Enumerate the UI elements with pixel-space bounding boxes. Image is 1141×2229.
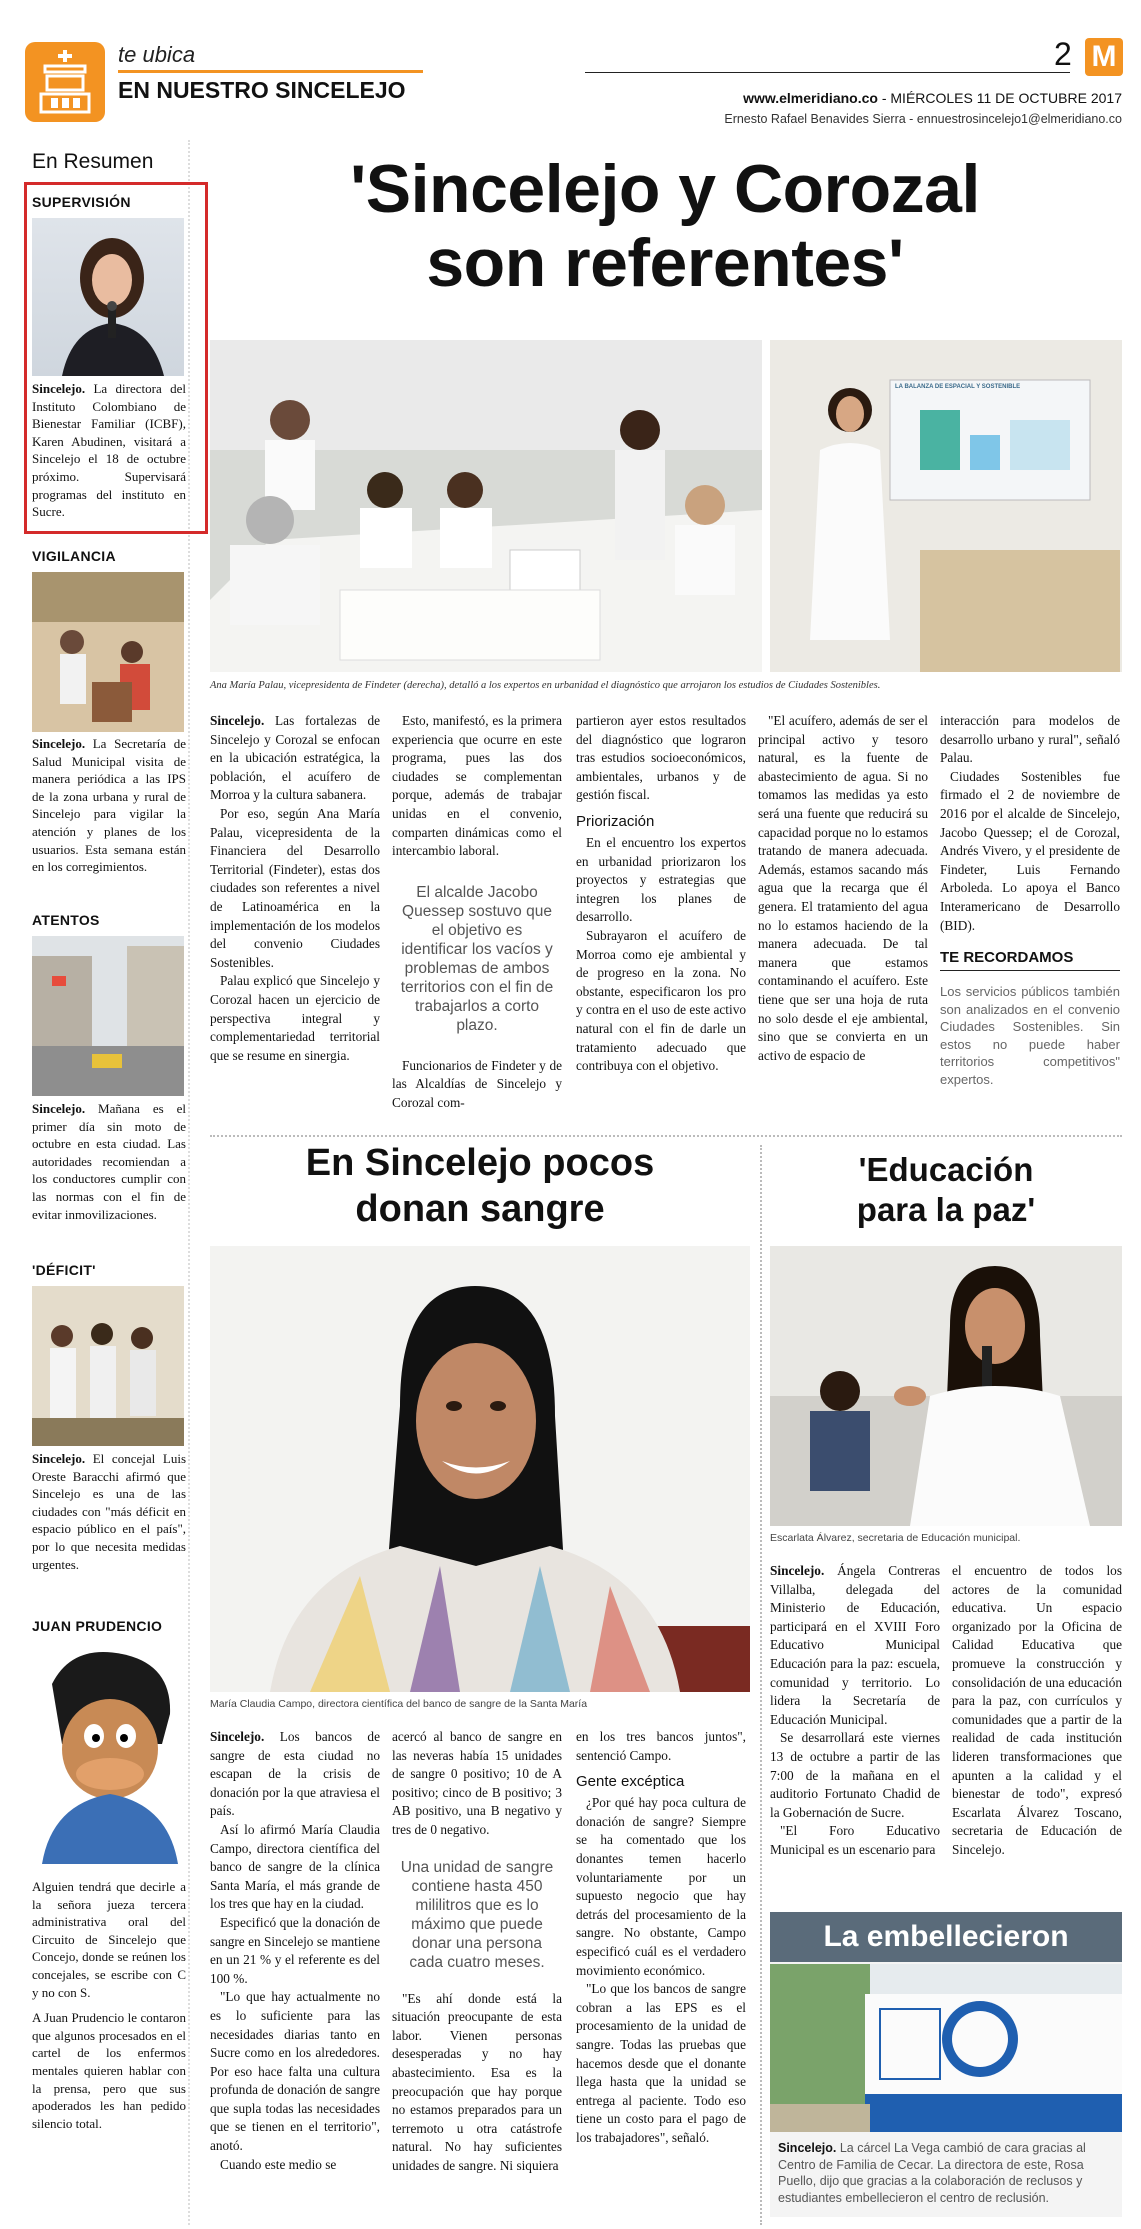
article2-col-1: Sincelejo. Los bancos de sangre de esta ciudad no escapan de la crisis de donación por la que atraviesa el país. Así lo afirmó María Claudia Campo, directora científica del banco de sangre de la clínica Santa María, el más grande de los tres que hay en la ciudad. Especificó que la donación de sangre en Sincelejo se mantiene en un 21 % y el referente es del 100 %. "Lo que hay actualmente no es lo suficiente para las necesidades diarias tanto en Sucre como en los alrededores. Por eso hace falta una cultura profunda de donación de sangre que supla todas las necesidades que se tienen en el territorio", anotó. Cuando este medio se: [210, 1729, 380, 2172]
street-photo: [32, 936, 184, 1096]
divider-vertical: [760, 1145, 762, 2225]
sidebar-text-supervision: Sincelejo. La directora del Instituto Colombiano de Bienestar Familiar (ICBF), Karen Abudinen, visitará a Sincelejo el 18 de octubre próximo. Supervisará programas del instituto en Sucre.: [32, 381, 186, 520]
sidebar-text-deficit: Sincelejo. El concejal Luis Oreste Baracchi afirmó que Sincelejo es una de las ciudades con "más déficit en espacio público en el país", por lo que necesita medidas urgentes.: [32, 1451, 186, 1572]
pull-quote-1: El alcalde Jacobo Quessep sostuvo que el objetivo es identificar los vacíos y problemas de ambos territorios con el fin de trabajarlos a corto plazo.: [400, 883, 554, 1034]
church-icon: [25, 42, 105, 122]
screen-title: LA BALANZA DE ESPACIAL Y SOSTENIBLE: [895, 384, 1021, 390]
page-number: 2: [1054, 36, 1072, 72]
article1-col-2: Esto, manifestó, es la primera experiencia que ocurre en este programa, pues las dos ciudades se complementan porque, además de trabajar unidas en el convenio, comparten dinámicas como el intercambio laboral. El alcalde Jacobo Quessep sostuvo que el objetivo es identificar los vacíos y problemas de ambos territorios con el fin de trabajarlos a corto plazo. Funcionarios de Findeter y de las Alcaldías de Sincelejo y Corozal com-: [392, 713, 562, 1110]
recordamos-text: Los servicios públicos también son analizados en el convenio Ciudades Sostenibles. Sin estos no puede haber territorios competitivos" expertos.: [940, 984, 1120, 1087]
newspaper-logo: [1085, 38, 1123, 76]
brief-box: [770, 1912, 1122, 2217]
article1-col-1: Sincelejo. Las fortalezas de Sincelejo y Corozal se enfocan en la ubicación estratégica, la población, el acuífero de Morroa y la cultura sabanera. Por eso, según Ana María Palau, vicepresidenta de la Financiera del Desarrollo Territorial (Findeter), estas dos ciudades son referentes a nivel de Latinoamérica en la implementación de los modelos del convenio Ciudades Sostenibles. Palau explicó que Sincelejo y Corozal hacen un ejercicio de perspectiva integral y complementariedad territorial que se resume en sinergia.: [210, 713, 380, 1063]
education-secretary-photo: [770, 1246, 1122, 1526]
brief-text: Sincelejo. La cárcel La Vega cambió de cara gracias al Centro de Familia de Cecar. La directora de este, Rosa Puello, dijo que gracias a la colaboración de reclusos y estudiantes embellecieron el centro de reclusión.: [778, 2141, 1086, 2205]
article2-headline: En Sincelejo pocos donan sangre: [305, 1142, 655, 1230]
sidebar-text-juan-prudencio: Alguien tendrá que decirle a la señora jueza tercera administrativa oral del Circuito de Sincelejo que Concejo, donde se reúnen los concejales, se escribe con C y no con S. A Juan Prudencio le contaron que algunos procesados en el cartel de los enfermos mentales quieren hablar con la prensa, pero que sus apoderados les han pedido silencio total.: [32, 1879, 186, 2131]
article1-col-5: interacción para modelos de desarrollo urbano y rural", señaló Palau. Ciudades Sostenibles fue firmado el 2 de noviembre de 2016 por el alcalde de Sincelejo, Jacobo Quessep; el de Corozal, Andrés Vivero, y el presidente de Findeter, Luis Fernando Arboleda. Lo apoya el Banco Interamericano de Desarrollo (BID). TE RECORDAMOS Los servicios públicos también son analizados en el convenio Ciudades Sostenibles. Sin estos no puede haber territorios competitivos" expertos.: [940, 713, 1120, 1087]
kicker-rule: [118, 70, 423, 73]
brief-title: La embellecieron: [770, 1912, 1122, 1962]
blood-bank-director-photo: [210, 1246, 750, 1692]
divider-horizontal: [210, 1135, 1122, 1137]
sidebar-title: En Resumen: [32, 150, 154, 173]
recordamos-title: TE RECORDAMOS: [940, 949, 1120, 971]
subhead-gente-exceptica: Gente excéptica: [576, 1773, 685, 1791]
sidebar-text-atentos: Sincelejo. Mañana es el primer día sin moto de octubre en esta ciudad. Las autoridades recomiendan a los conductores cumplir con las normas con el fin de evitar inmovilizaciones.: [32, 1101, 186, 1222]
sidebar-heading-atentos: ATENTOS: [32, 912, 100, 928]
sidebar-heading-supervision: SUPERVISIÓN: [32, 194, 131, 210]
sidebar-heading-deficit: 'DÉFICIT': [32, 1262, 96, 1278]
director-photo: [32, 218, 184, 376]
dateline: [585, 90, 1122, 106]
article2-col-2: acercó al banco de sangre en las neveras había 15 unidades de sangre 0 positivo; 10 de A positivo; cinco de B positivo; 3 AB positivo, una B negativo y tres de 0 negativo. Una unidad de sangre contiene hasta 450 mililitros que es lo máximo que puede donar una persona cada cuatro meses. "Es ahí donde está la situación preocupante de esta labor. Vienen personas desesperadas y no hay abastecimiento. Esa es la preocupación que hay porque no estamos preparados para un terremoto u otra catástrofe natural. No hay suficientes unidades de sangre. Ni siquiera: [392, 1729, 562, 2173]
meeting-photo: [210, 340, 762, 672]
sidebar-heading-juan-prudencio: JUAN PRUDENCIO: [32, 1618, 163, 1634]
article3-col-1: Sincelejo. Ángela Contreras Villalba, delegada del Ministerio de Educación, participará en el XVIII Foro Educativo Municipal Educación para la paz: escuela, comunidad y territorio. Lo lidera la Secretaría de Educación Municipal. Se desarrollará este viernes 13 de octubre a partir de las 7:00 de la mañana en el auditorio Fortunato Chadid de la Gobernación de Sucre. "El Foro Educativo Municipal es un escenario para: [770, 1563, 940, 1857]
logo-letter: M: [1091, 40, 1117, 73]
section-logo: [25, 42, 105, 122]
vigilancia-photo: [32, 572, 184, 732]
cartoon-illustration: [32, 1644, 184, 1864]
article1-col-4: "El acuífero, además de ser el principal activo y tesoro natural, es la fuente de abastecimiento de agua. Si no tomamos las medidas ya esto será una fuente que reducirá su capacidad porque no lo estamos tratando de manera adecuada. Además, estamos sacando más agua que la recarga que él genera. El tratamiento del agua no lo estamos haciendo de la manera adecuada. De tal manera que estamos contaminando el acuífero. Este tiene que ser una hoja de ruta no solo desde el eje ambiental, sino que se convierta en un activo de espacio de: [758, 713, 928, 1063]
subhead-priorizacion: Priorización: [576, 812, 655, 830]
website-link[interactable]: www.elmeridiano.co: [743, 90, 878, 106]
section-title: EN NUESTRO SINCELEJO: [118, 77, 406, 103]
article1-headline: 'Sincelejo y Corozal son referentes': [350, 151, 980, 301]
article1-caption: Ana María Palau, vicepresidenta de Findeter (derecha), detalló a los expertos en urbanidad el diagnóstico que arrojaron los estudios de Ciudades Sostenibles.: [210, 680, 881, 691]
presentation-photo: [770, 340, 1122, 672]
concejal-photo: [32, 1286, 184, 1446]
article1-col-3: partieron ayer estos resultados del diagnóstico que lograron tras estudios socioeconómicos, ambientales, urbanos y de gestión fiscal. Priorización En el encuentro los expertos en urbanidad priorizaron los proyectos y estrategias que integren los planes de desarrollo. Subrayaron el acuífero de Morroa como eje ambiental y de progreso en la zona. No obstante, especificaron los pro y contra en el uso de este activo natural con el fin de darle un tratamiento adecuado que contribuya con el objetivo.: [576, 713, 746, 1074]
prison-mural-photo: [770, 1964, 1122, 2132]
article3-caption: Escarlata Álvarez, secretaria de Educación municipal.: [770, 1532, 1021, 1544]
section-kicker: te ubica: [118, 42, 196, 67]
pull-quote-2: Una unidad de sangre contiene hasta 450 mililitros que es lo máximo que puede donar una persona cada cuatro meses.: [400, 1858, 554, 1971]
article2-caption: María Claudia Campo, directora científica del banco de sangre de la Santa María: [210, 1698, 588, 1710]
article2-col-3: en los tres bancos juntos", sentenció Campo. Gente excéptica ¿Por qué hay poca cultura de donación de sangre? Siempre se ha comentado que los donantes temen hacerlo voluntariamente por un supuesto negocio que hay detrás del procesamiento de la sangre. No obstante, Campo especificó cuál es el verdadero movimiento económico. "Lo que los bancos de sangre cobran a las EPS es el procesamiento de la unidad de sangre. Todas las pruebas que hacemos desde que el donante llega hasta que la unidad se entrega al paciente. Todo eso tiene un costo para el pago de los trabajadores", señaló.: [576, 1729, 746, 2145]
editor-line: Ernesto Rafael Benavides Sierra - ennuestrosincelejo1@elmeridiano.co: [724, 112, 1122, 126]
sidebar-text-vigilancia: Sincelejo. La Secretaría de Salud Municipal visita de manera periódica a las IPS de la zona urbana y rural de Sincelejo para vigilar la atención y planes de los usuarios. Esta semana están en los corregimientos.: [32, 736, 186, 875]
article3-headline: 'Educación para la paz': [856, 1151, 1036, 1228]
header-rule: [585, 72, 1070, 73]
date-text: - MIÉRCOLES 11 DE OCTUBRE 2017: [877, 90, 1122, 106]
sidebar-heading-vigilancia: VIGILANCIA: [32, 548, 116, 564]
article3-col-2: el encuentro de todos los actores de la comunidad educativa. Un espacio organizado por la Oficina de Calidad Educativa que promueve la construcción y consolidación de una educación para la paz, con currículos y comunidades que a partir de la realidad de cada institución lideren transformaciones que apunten a la calidad y el bienestar de todo", expresó Escarlata Álvarez Toscano, secretaria de Educación de Sincelejo.: [952, 1563, 1122, 1857]
